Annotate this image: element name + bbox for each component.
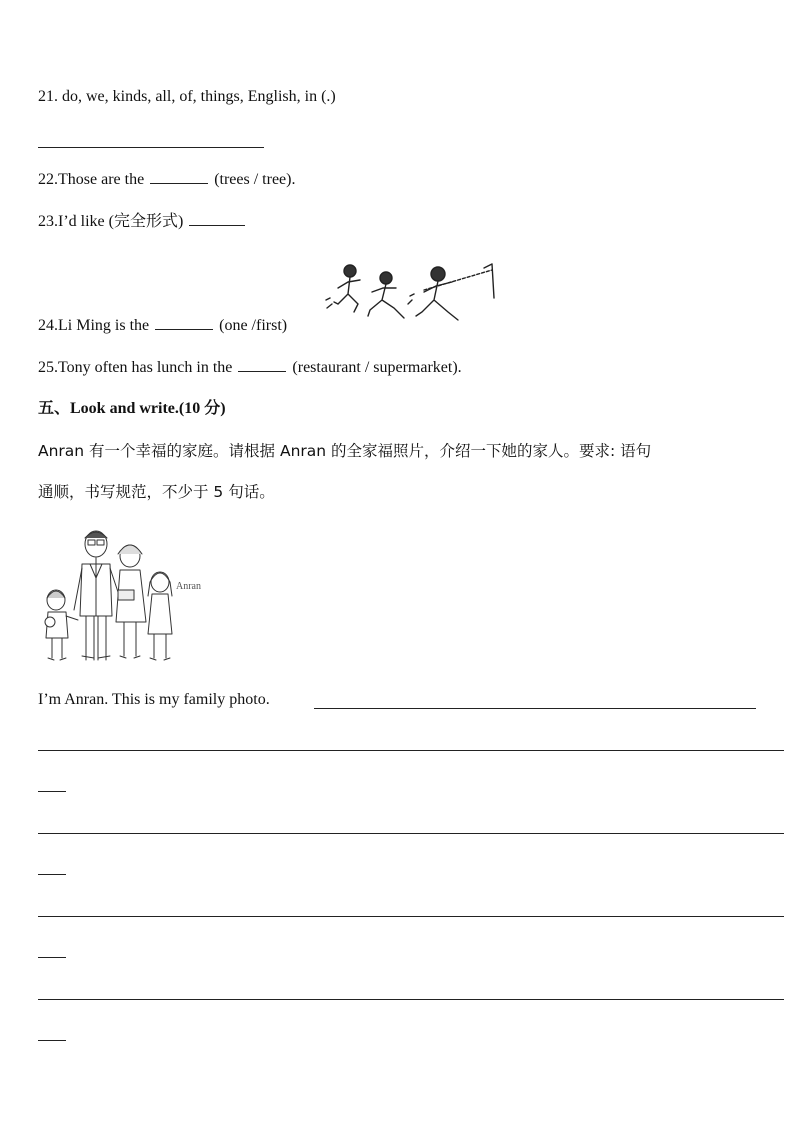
- writing-line-2[interactable]: [38, 750, 784, 751]
- writing-starter-text: I’m Anran. This is my family photo.: [38, 691, 270, 708]
- question-22: [38, 169, 295, 191]
- answer-blank-24[interactable]: [155, 315, 213, 330]
- question-23-text: 23.I’d like (完全形式): [38, 213, 184, 230]
- answer-blank-25[interactable]: [238, 357, 286, 372]
- writing-line-5-end: [38, 1040, 66, 1041]
- question-21: [38, 86, 336, 108]
- question-22-suffix: (trees / tree).: [214, 171, 296, 188]
- question-21-text: 21. do, we, kinds, all, of, things, English, in (.): [38, 88, 336, 105]
- writing-line-3-end: [38, 874, 66, 875]
- answer-blank-23[interactable]: [189, 211, 245, 226]
- question-24-suffix: (one /first): [219, 317, 288, 334]
- writing-line-3[interactable]: [38, 833, 784, 834]
- answer-line-21[interactable]: [38, 147, 264, 148]
- section-5-instruction-line-2: 通顺，书写规范，不少于 5 句话。: [38, 483, 275, 501]
- question-25-suffix: (restaurant / supermarket).: [292, 359, 462, 376]
- family-photo-icon: [38, 524, 216, 664]
- writing-line-4[interactable]: [38, 916, 784, 917]
- question-24-prefix: 24.Li Ming is the: [38, 317, 150, 334]
- question-25-prefix: 25.Tony often has lunch in the: [38, 359, 233, 376]
- question-24: [38, 315, 287, 337]
- section-5-instruction-line-1: Anran 有一个幸福的家庭。请根据 Anran 的全家福照片，介绍一下她的家人。要求: 语句: [38, 442, 652, 460]
- answer-blank-22[interactable]: [150, 169, 208, 184]
- running-race-icon: [324, 258, 502, 330]
- question-25: [38, 357, 462, 379]
- writing-line-5[interactable]: [38, 999, 784, 1000]
- question-22-prefix: 22.Those are the: [38, 171, 145, 188]
- writing-line-1[interactable]: [314, 708, 756, 709]
- writing-line-2-end: [38, 791, 66, 792]
- writing-line-4-end: [38, 957, 66, 958]
- question-23: [38, 211, 247, 233]
- anran-label: Anran: [176, 581, 201, 592]
- section-5-heading: 五、Look and write.(10 分): [38, 400, 226, 417]
- writing-starter: [38, 689, 270, 711]
